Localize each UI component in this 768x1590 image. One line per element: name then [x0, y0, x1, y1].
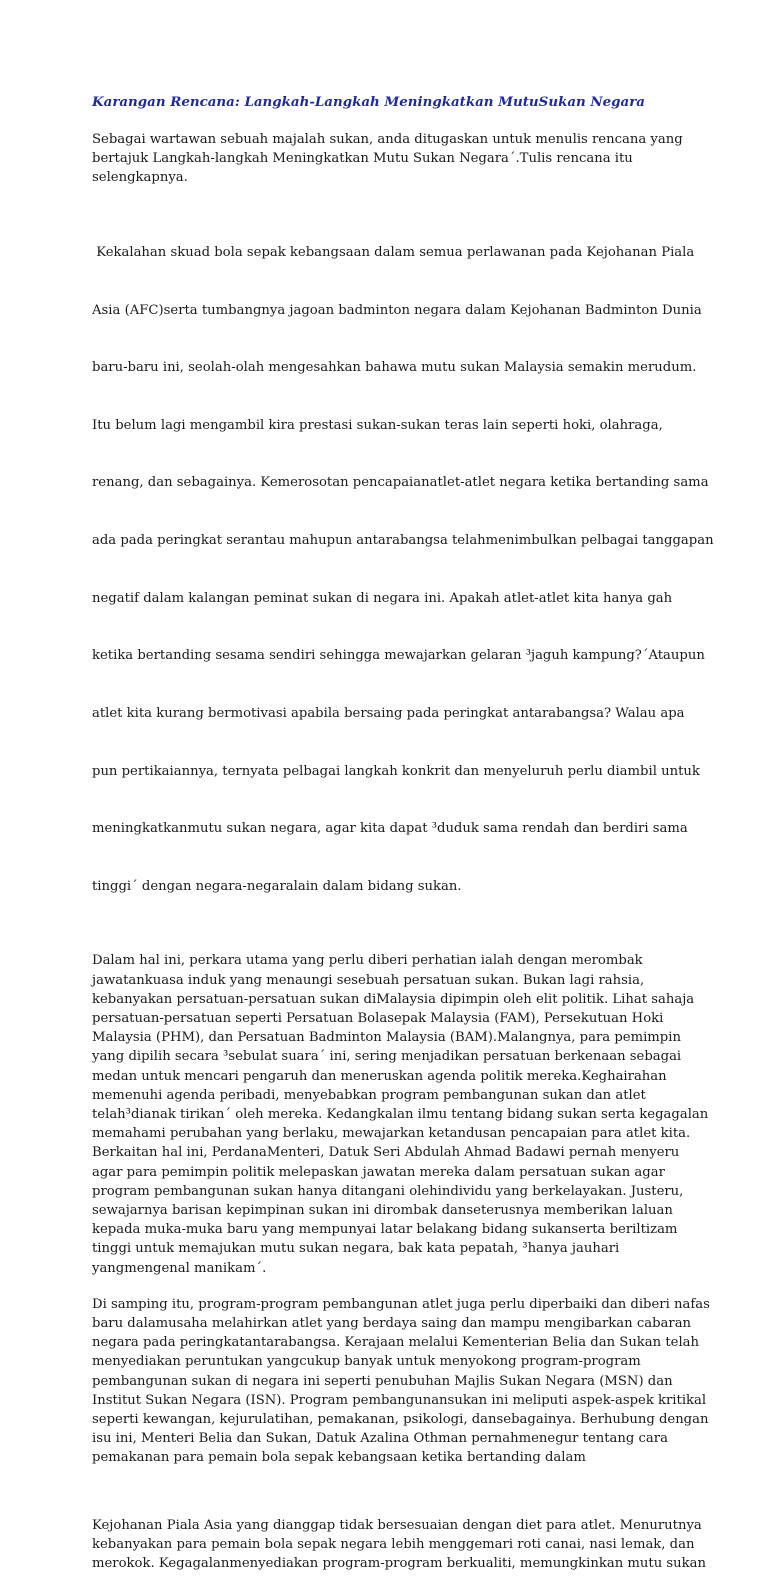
- text-line: kebanyakan persatuan-persatuan sukan diMalaysia dipimpin oleh elit politik. Lihat sahaja: [92, 991, 695, 1007]
- text-line: memahami perubahan yang berlaku, mewajarkan ketandusan pencapaian para atlet kita.: [92, 1126, 691, 1142]
- text-line: selengkapnya.: [92, 170, 188, 186]
- text-line: pemakanan para pemain bola sepak kebangsaan ketika bertanding dalam: [92, 1450, 586, 1466]
- paragraph-body-1: [92, 951, 709, 1277]
- text-line: Kekalahan skuad bola sepak kebangsaan dalam semua perlawanan pada Kejohanan Piala: [92, 245, 695, 261]
- text-line: kebanyakan para pemain bola sepak negara lebih menggemari roti canai, nasi lemak, dan: [92, 1536, 695, 1552]
- text-line: negara pada peringkatantarabangsa. Kerajaan melalui Kementerian Belia dan Sukan telah: [92, 1335, 700, 1351]
- text-line: bertajuk Langkah-langkah Meningkatkan Mutu Sukan Negara´.Tulis rencana itu: [92, 151, 633, 167]
- text-line: yang dipilih secara ³sebulat suara´ ini, sering menjadikan persatuan berkenaan sebagai: [92, 1049, 682, 1065]
- text-line: baru-baru ini, seolah-olah mengesahkan bahawa mutu sukan Malaysia semakin merudum.: [92, 360, 697, 376]
- text-line: pun pertikaiannya, ternyata pelbagai langkah konkrit dan menyeluruh perlu diambil untuk: [92, 763, 700, 779]
- text-line: ketika bertanding sesama sendiri sehingga mewajarkan gelaran ³jaguh kampung?´Ataupun: [92, 648, 705, 664]
- text-line: Di samping itu, program-program pembangunan atlet juga perlu diperbaiki dan diberi nafas: [92, 1296, 710, 1312]
- text-line: program pembangunan sukan hanya ditangani olehindividu yang berkelayakan. Justeru,: [92, 1183, 684, 1199]
- text-line: Sebagai wartawan sebuah majalah sukan, anda ditugaskan untuk menulis rencana yang: [92, 132, 683, 147]
- text-line: meningkatkanmutu sukan negara, agar kita dapat ³duduk sama rendah dan berdiri sama: [92, 821, 688, 837]
- text-line: negatif dalam kalangan peminat sukan di negara ini. Apakah atlet-atlet kita hanya gah: [92, 590, 673, 606]
- document-title: Karangan Rencana: Langkah-Langkah Meningkatkan MutuSukan Negara: [92, 94, 645, 110]
- text-line: persatuan-persatuan seperti Persatuan Bolasepak Malaysia (FAM), Persekutuan Hoki: [92, 1010, 664, 1026]
- text-line: isu ini, Menteri Belia dan Sukan, Datuk Azalina Othman pernahmenegur tentang cara: [92, 1431, 668, 1447]
- text-line: medan untuk mencari pengaruh dan meneruskan agenda politik mereka.Keghairahan: [92, 1068, 667, 1084]
- text-line: seperti kewangan, kejurulatihan, pemakanan, psikologi, dansebagainya. Berhubung dengan: [92, 1412, 709, 1427]
- text-line: memenuhi agenda peribadi, menyebabkan program pembangunan sukan dan atlet: [92, 1087, 646, 1103]
- text-line: menyediakan peruntukan yangcukup banyak untuk menyokong program-program: [92, 1354, 641, 1370]
- text-line: Asia (AFC)serta tumbangnya jagoan badminton negara dalam Kejohanan Badminton Dunia: [92, 302, 702, 318]
- text-line: kepada muka-muka baru yang mempunyai latar belakang bidang sukanserta beriltizam: [92, 1222, 678, 1238]
- text-line: pembangunan sukan di negara ini seperti penubuhan Majlis Sukan Negara (MSN) dan: [92, 1373, 673, 1389]
- document-page: [92, 92, 714, 1590]
- text-line: baru dalamusaha melahirkan atlet yang berdaya saing dan mampu mengibarkan cabaran: [92, 1315, 692, 1331]
- text-line: atlet kita kurang bermotivasi apabila bersaing pada peringkat antarabangsa? Walau apa: [92, 705, 685, 721]
- text-line: tinggi untuk memajukan mutu sukan negara, bak kata pepatah, ³hanya jauhari: [92, 1241, 620, 1257]
- text-line: Itu belum lagi mengambil kira prestasi sukan-sukan teras lain seperti hoki, olahraga,: [92, 417, 663, 433]
- text-line: yangmengenal manikam´.: [92, 1260, 267, 1276]
- text-line: Institut Sukan Negara (ISN). Program pembangunansukan ini meliputi aspek-aspek kritikal: [92, 1392, 707, 1408]
- text-line: tinggi´ dengan negara-negaralain dalam bidang sukan.: [92, 878, 462, 894]
- text-line: Dalam hal ini, perkara utama yang perlu diberi perhatian ialah dengan merombak: [92, 953, 643, 969]
- text-line: Malaysia (PHM), dan Persatuan Badminton Malaysia (BAM).Malangnya, para pemimpin: [92, 1030, 681, 1046]
- text-line: ada pada peringkat serantau mahupun antarabangsa telahmenimbulkan pelbagai tanggapan: [92, 533, 714, 549]
- text-line: merokok. Kegagalanmenyediakan program-program berkualiti, memungkinkan mutu sukan: [92, 1556, 707, 1572]
- text-line: Berkaitan hal ini, PerdanaMenteri, Datuk Seri Abdulah Ahmad Badawi pernah menyeru: [92, 1145, 680, 1161]
- text-line: agar para pemimpin politik melepaskan jawatan mereka dalam persatuan sukan agar: [92, 1164, 665, 1180]
- text-line: renang, dan sebagainya. Kemerosotan pencapaianatlet-atlet negara ketika bertanding sama: [92, 475, 709, 491]
- paragraph-instructions: [92, 130, 686, 188]
- text-line: jawatankuasa induk yang menaungi sesebuah persatuan sukan. Bukan lagi rahsia,: [92, 972, 645, 988]
- text-line: sewajarnya barisan kepimpinan sukan ini dirombak danseterusnya memberikan laluan: [92, 1202, 673, 1218]
- text-line: telah³dianak tirikan´ oleh mereka. Kedangkalan ilmu tentang bidang sukan serta kegagalan: [92, 1106, 709, 1122]
- text-line: Kejohanan Piala Asia yang dianggap tidak bersesuaian dengan diet para atlet. Menurutnya: [92, 1517, 702, 1533]
- paragraph-body-2: [92, 1295, 710, 1468]
- paragraph-introduction: [92, 205, 714, 935]
- paragraph-body-3: [92, 1516, 707, 1574]
